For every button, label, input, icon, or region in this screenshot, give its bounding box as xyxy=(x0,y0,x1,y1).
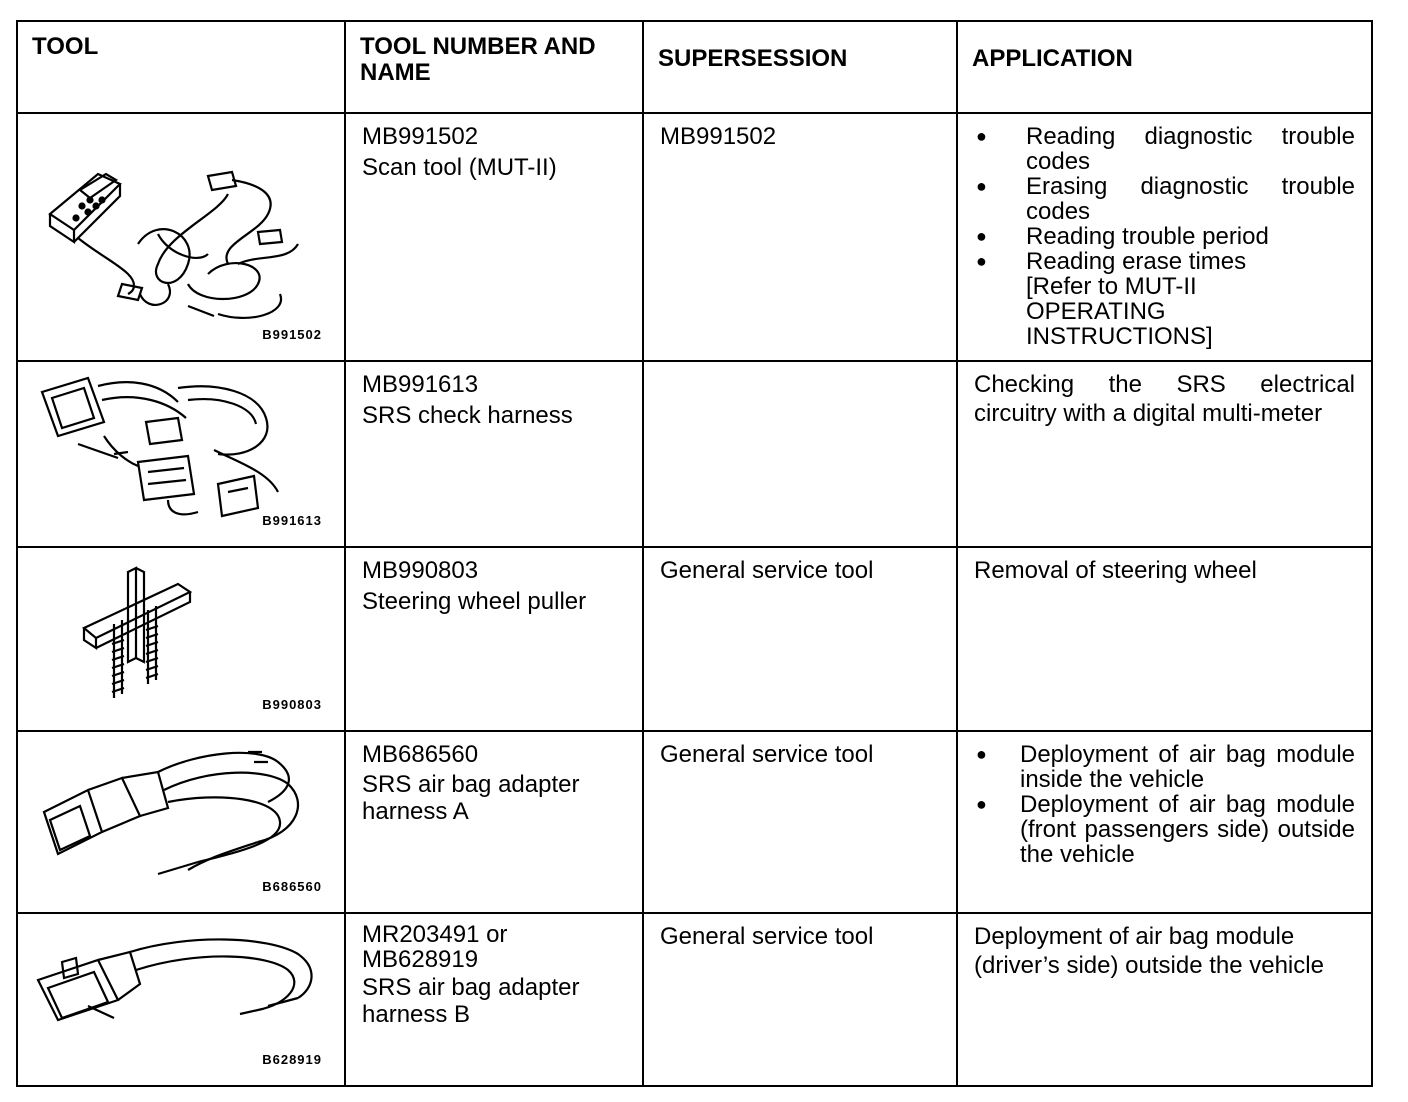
application-cell: Deployment of air bag module (driver’s side) outside the vehicle xyxy=(957,913,1372,1086)
list-item: ● Reading trouble period xyxy=(974,224,1355,249)
supersession-cell: General service tool xyxy=(643,731,957,913)
list-item: ● Reading diagnostic trouble codes xyxy=(974,124,1355,174)
tool-image-cell xyxy=(17,547,345,731)
application-cell xyxy=(957,731,1372,913)
application-list xyxy=(974,124,1355,349)
application-cell: Removal of steering wheel xyxy=(957,547,1372,731)
tool-name: Steering wheel puller xyxy=(362,588,587,615)
header-application: APPLICATION xyxy=(957,21,1372,113)
tool-number: MR203491 or MB628919 xyxy=(362,921,508,973)
tool-number: MB686560 xyxy=(362,741,479,768)
tool-number-name-cell xyxy=(345,731,643,913)
tool-name: SRS air bag adapter harness A xyxy=(362,771,580,825)
tool-number-name-cell xyxy=(345,913,643,1086)
tool-image-cell xyxy=(17,113,345,361)
header-supersession: SUPERSESSION xyxy=(643,21,957,113)
tool-number: MB991613 xyxy=(362,371,479,398)
application-cell xyxy=(957,113,1372,361)
application-cell: Checking the SRS electrical circuitry with a digital multi-meter xyxy=(957,361,1372,547)
tool-number-name-cell xyxy=(345,113,643,361)
table-row xyxy=(17,113,1372,361)
tool-image-cell xyxy=(17,731,345,913)
tool-image-code: B628919 xyxy=(262,1052,322,1067)
tool-image-code: B991502 xyxy=(262,327,322,342)
tool-image-code: B990803 xyxy=(262,697,322,712)
tool-number: MB990803 xyxy=(362,557,479,584)
tool-image-code: B686560 xyxy=(262,879,322,894)
list-item: ● Erasing diagnostic trouble codes xyxy=(974,174,1355,224)
list-item: ● Deployment of air bag module inside the vehicle xyxy=(974,742,1355,792)
tool-name: SRS air bag adapter harness B xyxy=(362,974,580,1028)
supersession-cell: MB991502 xyxy=(643,113,957,361)
scan-tool-mut-ii-icon xyxy=(18,114,344,360)
special-tools-table-container xyxy=(16,20,1373,1087)
adapter-harness-b-icon xyxy=(18,914,344,1100)
tool-image-code: B991613 xyxy=(262,513,322,528)
tool-name: SRS check harness xyxy=(362,402,573,429)
tool-image-cell xyxy=(17,361,345,547)
table-header-row xyxy=(17,21,1372,113)
header-tool-number-and-name: TOOL NUMBER AND NAME xyxy=(345,21,643,113)
table-row xyxy=(17,731,1372,913)
tool-number: MB991502 xyxy=(362,123,479,150)
table-row xyxy=(17,913,1372,1086)
tool-name: Scan tool (MUT-II) xyxy=(362,154,557,181)
application-list xyxy=(974,742,1355,867)
supersession-cell: General service tool xyxy=(643,547,957,731)
tool-image-cell xyxy=(17,913,345,1086)
supersession-cell xyxy=(643,361,957,547)
list-item: ● Deployment of air bag module (front passengers side) outside the vehicle xyxy=(974,792,1355,867)
table-row xyxy=(17,361,1372,547)
table-row xyxy=(17,547,1372,731)
tool-number-name-cell xyxy=(345,361,643,547)
list-item: ● Reading erase times [Refer to MUT-II OPERATING INSTRUCTIONS] xyxy=(974,249,1355,349)
header-tool: TOOL xyxy=(17,21,345,113)
special-tools-table xyxy=(16,20,1373,1087)
supersession-cell: General service tool xyxy=(643,913,957,1086)
tool-number-name-cell xyxy=(345,547,643,731)
